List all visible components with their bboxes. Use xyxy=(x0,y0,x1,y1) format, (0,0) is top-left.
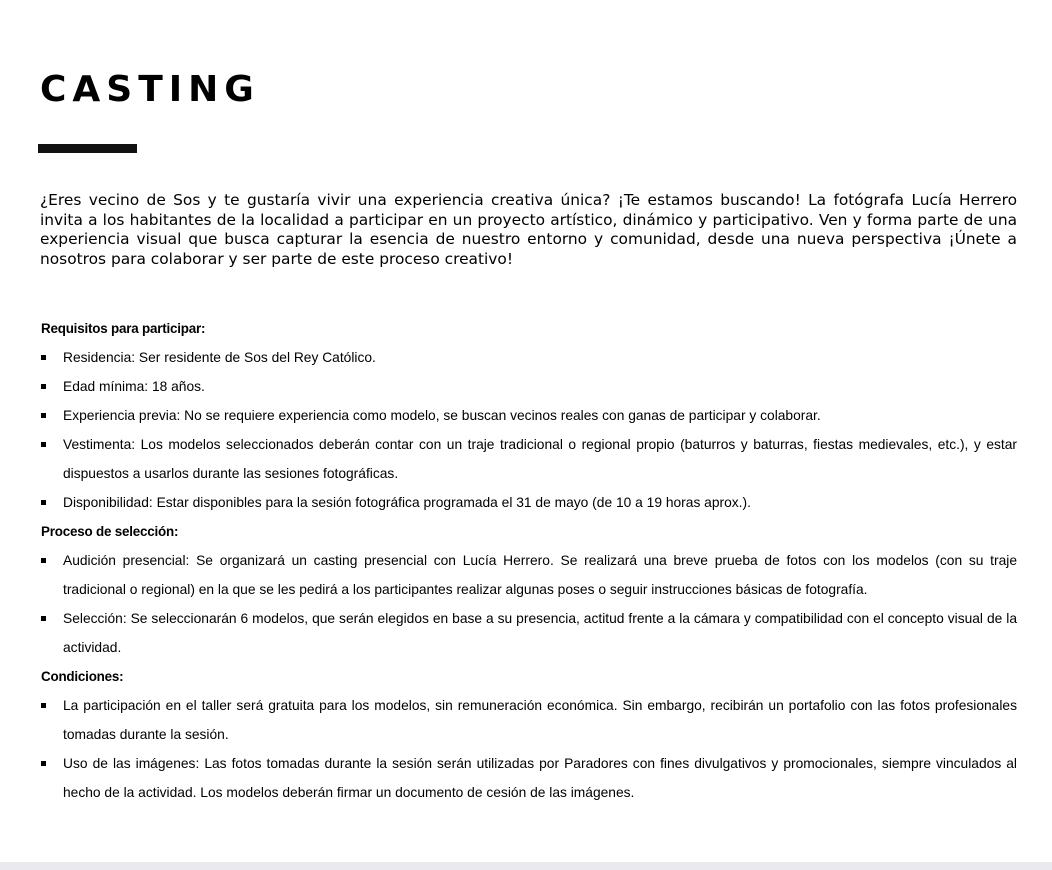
list-item-text: Residencia: Ser residente de Sos del Rey Católico. xyxy=(63,350,376,365)
bullet-square-icon xyxy=(41,500,46,505)
section-heading: Requisitos para participar: xyxy=(41,321,206,336)
section-requirements xyxy=(41,314,1017,517)
list-item xyxy=(41,546,1017,604)
list-item xyxy=(41,372,1017,401)
list-item xyxy=(41,691,1017,749)
bullet-square-icon xyxy=(41,761,46,766)
bullet-square-icon xyxy=(41,442,46,447)
list-item xyxy=(41,430,1017,488)
bottom-divider xyxy=(0,862,1052,870)
title-underline xyxy=(38,144,137,153)
list-item xyxy=(41,343,1017,372)
list-item-text: Uso de las imágenes: Las fotos tomadas durante la sesión serán utilizadas por Paradores con fines divulgativos y promocionales, siempre vinculados al hecho de la actividad. Los modelos deberán firmar un documento de cesión de las imágenes. xyxy=(63,756,1017,800)
bullet-square-icon xyxy=(41,558,46,563)
list-item xyxy=(41,604,1017,662)
requirements-list xyxy=(41,343,1017,517)
list-item-text: Experiencia previa: No se requiere experiencia como modelo, se buscan vecinos reales con ganas de participar y colaborar. xyxy=(63,408,821,423)
selection-list xyxy=(41,546,1017,662)
bullet-square-icon xyxy=(41,413,46,418)
bullet-square-icon xyxy=(41,703,46,708)
section-heading: Condiciones: xyxy=(41,669,124,684)
list-item-text: Audición presencial: Se organizará un casting presencial con Lucía Herrero. Se realizará una breve prueba de fotos con los modelos (con su traje tradicional o regional) en la que se les pedirá a los participantes realizar algunas poses o seguir instrucciones básicas de fotografía. xyxy=(63,553,1017,597)
intro-paragraph: ¿Eres vecino de Sos y te gustaría vivir una experiencia creativa única? ¡Te estamos buscando! La fotógrafa Lucía Herrero invita a los habitantes de la localidad a participar en un proyecto artístico, dinámico y participativo. Ven y forma parte de una experiencia visual que busca capturar la esencia de nuestro entorno y comunidad, desde una nueva perspectiva ¡Únete a nosotros para colaborar y ser parte de este proceso creativo! xyxy=(40,191,1017,268)
section-conditions xyxy=(41,662,1017,807)
conditions-list xyxy=(41,691,1017,807)
list-item-text: Vestimenta: Los modelos seleccionados deberán contar con un traje tradicional o regional propio (baturros y baturras, fiestas medievales, etc.), y estar dispuestos a usarlos durante las sesiones fotográficas. xyxy=(63,437,1017,481)
list-item xyxy=(41,749,1017,807)
bullet-square-icon xyxy=(41,384,46,389)
list-item-text: La participación en el taller será gratuita para los modelos, sin remuneración económica. Sin embargo, recibirán un portafolio con las fotos profesionales tomadas durante la sesión. xyxy=(63,698,1017,742)
page-title: CASTING xyxy=(40,69,260,110)
section-selection-process xyxy=(41,517,1017,662)
bullet-square-icon xyxy=(41,355,46,360)
content-sections xyxy=(41,314,1017,807)
list-item-text: Edad mínima: 18 años. xyxy=(63,379,205,394)
list-item-text: Selección: Se seleccionarán 6 modelos, que serán elegidos en base a su presencia, actitud frente a la cámara y compatibilidad con el concepto visual de la actividad. xyxy=(63,611,1017,655)
section-heading: Proceso de selección: xyxy=(41,524,179,539)
bullet-square-icon xyxy=(41,616,46,621)
list-item-text: Disponibilidad: Estar disponibles para la sesión fotográfica programada el 31 de mayo (de 10 a 19 horas aprox.). xyxy=(63,495,751,510)
list-item xyxy=(41,401,1017,430)
list-item xyxy=(41,488,1017,517)
